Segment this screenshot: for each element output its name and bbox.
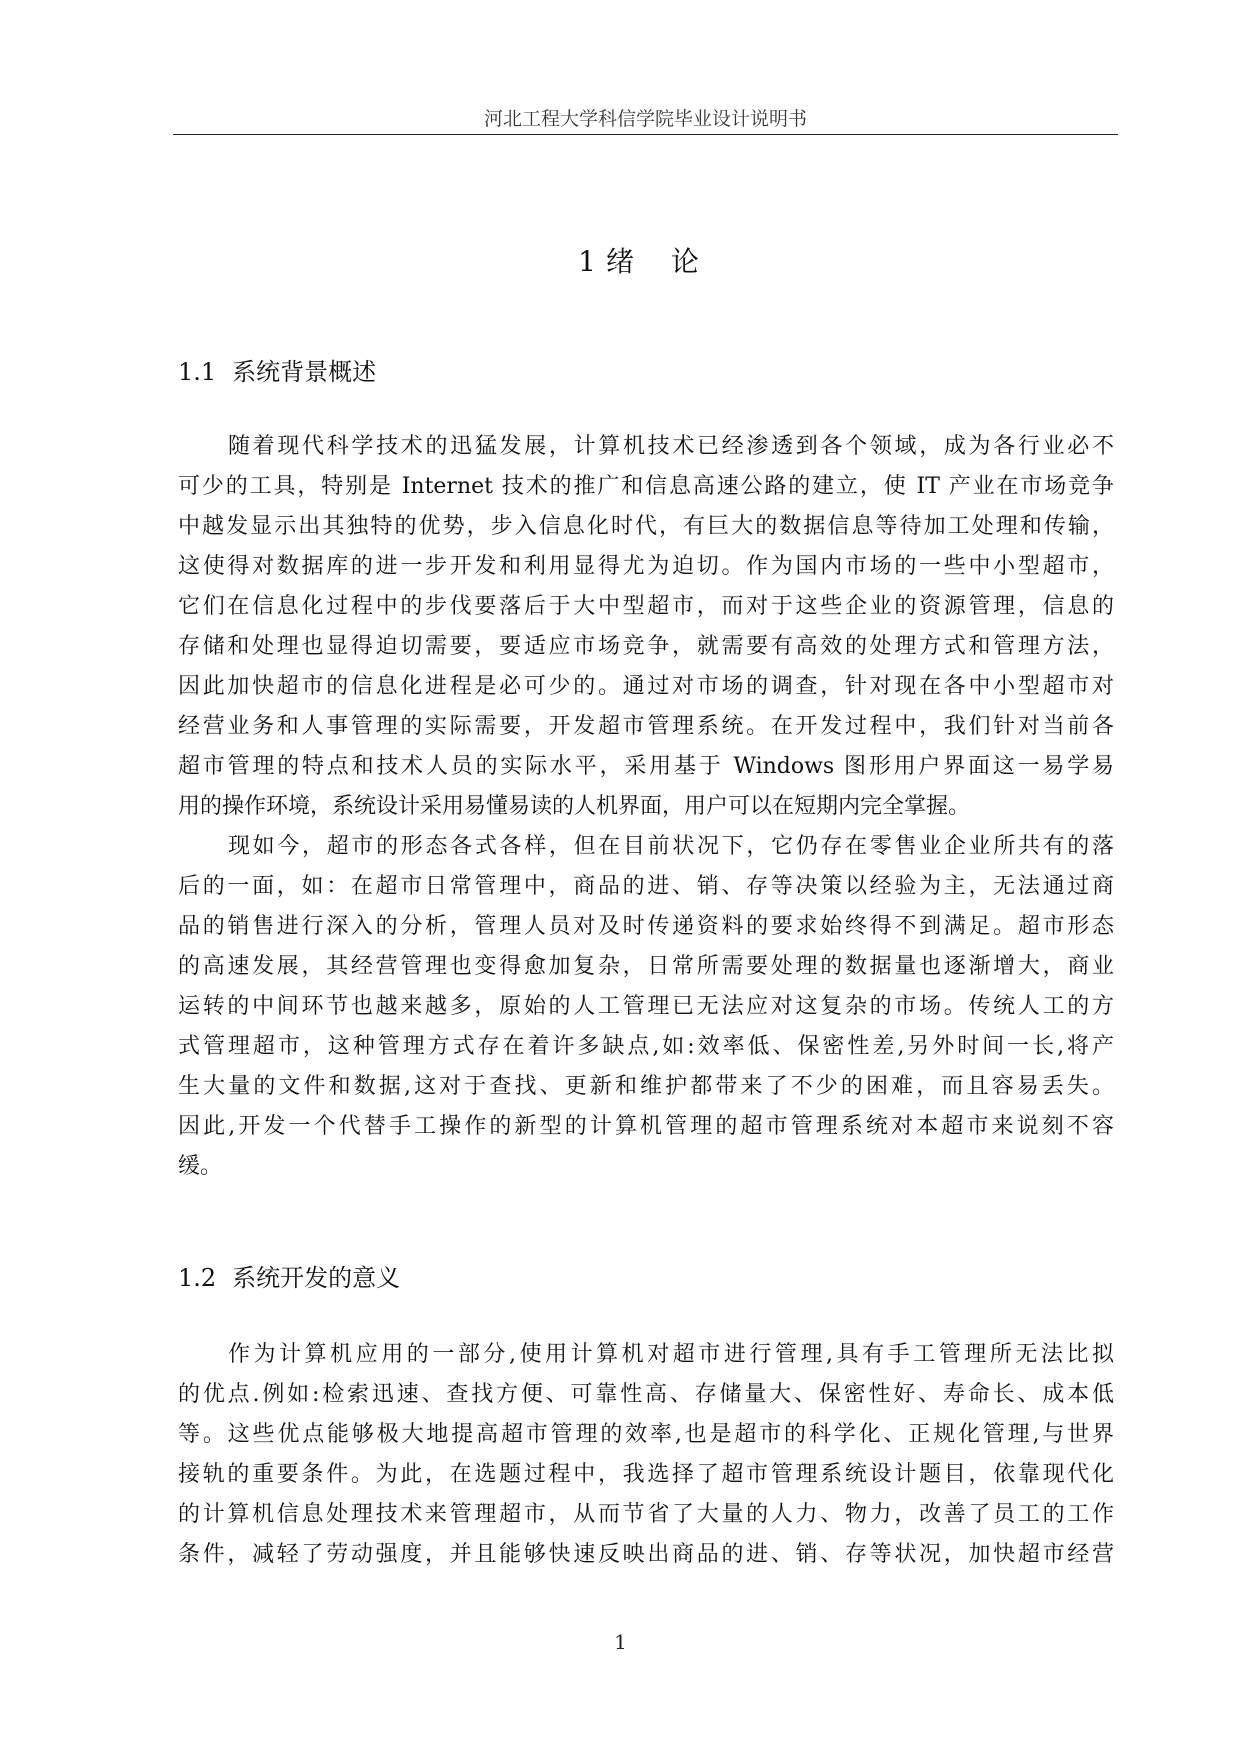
text-line: 因此,开发一个代替手工操作的新型的计算机管理的超市管理系统对本超市来说刻不容 <box>178 1114 1114 1139</box>
text-line: 接轨的重要条件。为此，在选题过程中，我选择了超市管理系统设计题目，依靠现代化 <box>178 1462 1114 1487</box>
text-line: 它们在信息化过程中的步伐要落后于大中型超市，而对于这些企业的资源管理，信息的 <box>178 594 1114 619</box>
text-line: 品的销售进行深入的分析，管理人员对及时传递资料的要求始终得不到满足。超市形态 <box>178 914 1114 939</box>
section-heading-1-1 <box>178 352 376 387</box>
text-line: 条件，减轻了劳动强度，并且能够快速反映出商品的进、销、存等状况，加快超市经营 <box>178 1542 1114 1567</box>
text-line: 的高速发展，其经营管理也变得愈加复杂，日常所需要处理的数据量也逐渐增大，商业 <box>178 954 1114 979</box>
section-1-2-body <box>178 1335 1114 1575</box>
text-line: 这使得对数据库的进一步开发和利用显得尤为迫切。作为国内市场的一些中小型超市， <box>178 554 1114 579</box>
paragraph <box>178 427 1114 827</box>
section-1-1-body <box>178 427 1114 1187</box>
text-line: 超市管理的特点和技术人员的实际水平，采用基于 Windows 图形用户界面这一易学易 <box>178 754 1114 779</box>
section-number: 1.1 <box>178 358 217 386</box>
section-title: 系统开发的意义 <box>232 1264 401 1292</box>
page-number: 1 <box>614 1630 627 1654</box>
text-line: 存储和处理也显得迫切需要，要适应市场竞争，就需要有高效的处理方式和管理方法， <box>178 634 1114 659</box>
chapter-title <box>173 240 1118 280</box>
chapter-number: 1 <box>578 245 598 278</box>
text-line: 现如今，超市的形态各式各样，但在目前状况下，它仍存在零售业企业所共有的落 <box>228 834 1114 859</box>
text-line: 生大量的文件和数据,这对于查找、更新和维护都带来了不少的困难，而且容易丢失。 <box>178 1074 1114 1099</box>
text-line: 的计算机信息处理技术来管理超市，从而节省了大量的人力、物力，改善了员工的工作 <box>178 1502 1114 1527</box>
text-line: 作为计算机应用的一部分,使用计算机对超市进行管理,具有手工管理所无法比拟 <box>228 1342 1114 1367</box>
chapter-heading-text: 绪 论 <box>605 245 713 278</box>
text-line: 式管理超市，这种管理方式存在着许多缺点,如:效率低、保密性差,另外时间一长,将产 <box>178 1034 1114 1059</box>
text-line: 可少的工具，特别是 Internet 技术的推广和信息高速公路的建立，使 IT 产业在市场竞争 <box>178 474 1114 499</box>
header-rule <box>173 134 1118 135</box>
text-line: 随着现代科学技术的迅猛发展，计算机技术已经渗透到各个领域，成为各行业必不 <box>228 434 1114 459</box>
text-line: 因此加快超市的信息化进程是必可少的。通过对市场的调查，针对现在各中小型超市对 <box>178 674 1114 699</box>
text-line: 运转的中间环节也越来越多，原始的人工管理已无法应对这复杂的市场。传统人工的方 <box>178 994 1114 1019</box>
text-line: 后的一面，如：在超市日常管理中，商品的进、销、存等决策以经验为主，无法通过商 <box>178 874 1114 899</box>
section-number: 1.2 <box>178 1264 217 1292</box>
running-header: 河北工程大学科信学院毕业设计说明书 <box>483 108 807 130</box>
text-line: 的优点.例如:检索迅速、查找方便、可靠性高、存储量大、保密性好、寿命长、成本低 <box>178 1382 1114 1407</box>
text-line: 经营业务和人事管理的实际需要，开发超市管理系统。在开发过程中，我们针对当前各 <box>178 714 1114 739</box>
text-line: 中越发显示出其独特的优势，步入信息化时代，有巨大的数据信息等待加工处理和传输， <box>178 514 1114 539</box>
paragraph <box>178 1335 1114 1575</box>
text-line: 用的操作环境，系统设计采用易懂易读的人机界面，用户可以在短期内完全掌握。 <box>178 794 971 819</box>
paragraph <box>178 827 1114 1187</box>
section-heading-1-2 <box>178 1258 400 1293</box>
text-line: 等。这些优点能够极大地提高超市管理的效率,也是超市的科学化、正规化管理,与世界 <box>178 1422 1114 1447</box>
section-title: 系统背景概述 <box>232 358 377 386</box>
text-line: 缓。 <box>178 1154 223 1179</box>
